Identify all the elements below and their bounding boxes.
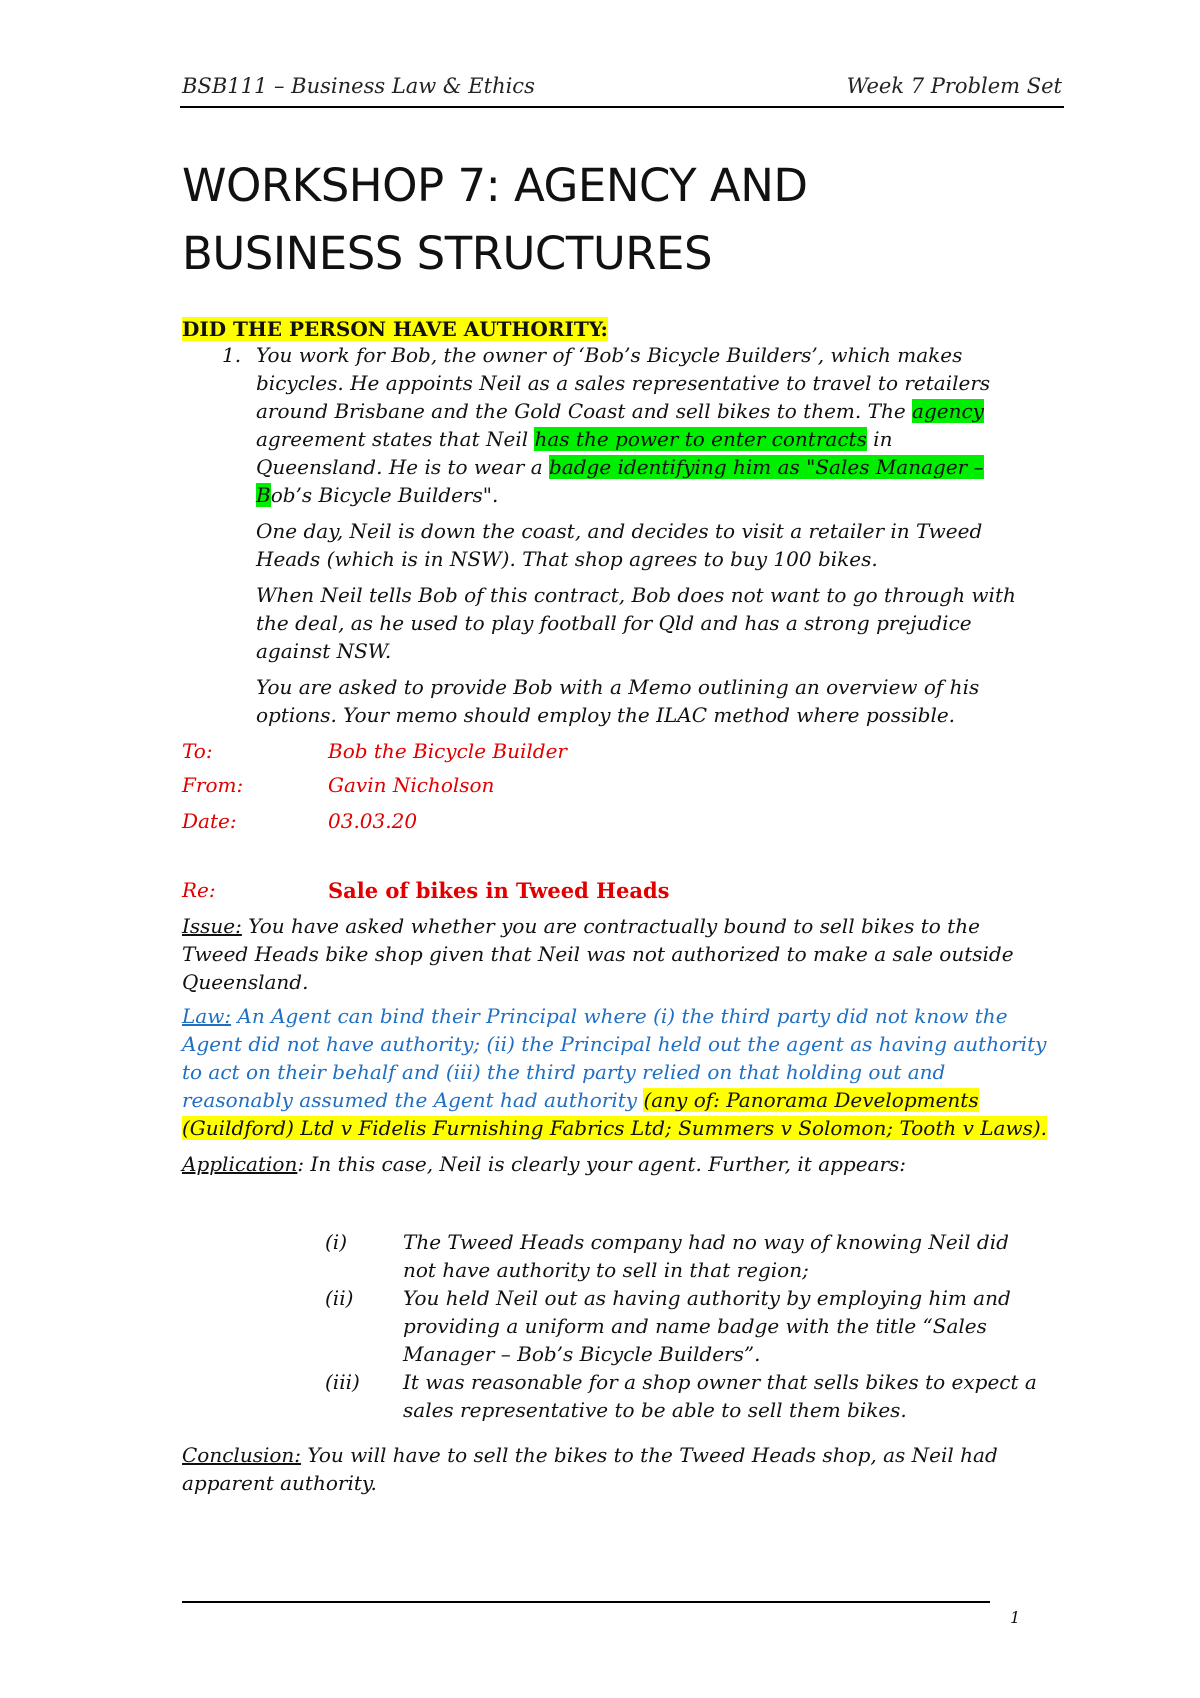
footer-divider <box>182 1601 990 1603</box>
law-cases: (any of: Panorama Developments (Guildford) Ltd v Fidelis Furnishing Fabrics Ltd; Summers v Solomon; Tooth v Laws). <box>182 1088 1047 1140</box>
memo-to-value: Bob the Bicycle Builder <box>328 739 567 763</box>
section-heading-text: DID THE PERSON HAVE AUTHORITY: <box>182 317 608 341</box>
header-course: BSB111 – Business Law & Ethics <box>182 74 535 98</box>
law-label: Law: <box>182 1004 232 1028</box>
application-item <box>325 1228 1045 1284</box>
application-label: Application <box>182 1152 298 1176</box>
q1-highlight-power: has the power to enter contracts <box>534 427 867 451</box>
conclusion-paragraph <box>182 1441 1052 1497</box>
application-item-number: (iii) <box>325 1370 360 1394</box>
q1-text-a: You work for Bob, the owner of ‘Bob’s Bicycle Builders’, which makes bicycles. He appoints Neil as a sales representative to travel to retailers around Brisbane and the Gold Coast and sell bikes to them. The <box>256 343 991 423</box>
header-week: Week 7 Problem Set <box>846 74 1062 98</box>
application-paragraph <box>182 1150 1052 1178</box>
memo-date <box>182 809 882 833</box>
q1-highlight-badge: badge identifying him as "Sales Manager – B <box>256 455 984 507</box>
application-item-number: (ii) <box>325 1286 354 1310</box>
memo-date-label: Date: <box>182 809 237 833</box>
q1-text-d: ob’s Bicycle Builders". <box>270 483 499 507</box>
title-line-2: BUSINESS STRUCTURES <box>182 227 713 280</box>
memo-date-value: 03.03.20 <box>328 809 418 833</box>
memo-to-label: To: <box>182 739 213 763</box>
issue-paragraph <box>182 912 1052 996</box>
q1-text-b: agreement states that Neil <box>256 427 535 451</box>
application-item <box>325 1284 1045 1368</box>
law-paragraph <box>182 1002 1052 1142</box>
question-1 <box>222 341 1022 737</box>
question-number: 1. <box>222 343 242 367</box>
application-item-text: The Tweed Heads company had no way of knowing Neil did not have authority to sell in that region; <box>403 1230 1009 1282</box>
q1-text-c: in Queensland. He is to wear a <box>256 427 893 479</box>
memo-re-value: Sale of bikes in Tweed Heads <box>328 878 670 903</box>
q1-highlight-agency: agency <box>912 399 984 423</box>
application-intro: : In this case, Neil is clearly your agent. Further, it appears: <box>297 1152 907 1176</box>
conclusion-block <box>182 1441 1052 1503</box>
memo-to <box>182 739 882 763</box>
application-item-text: You held Neil out as having authority by employing him and providing a uniform and name badge with the title “Sales Manager – Bob’s Bicycle Builders”. <box>403 1286 1011 1366</box>
application-item <box>325 1368 1045 1424</box>
memo-re-label: Re: <box>182 878 216 902</box>
page-number: 1 <box>1010 1608 1021 1627</box>
page-header <box>182 74 1062 98</box>
title-line-1: WORKSHOP 7: AGENCY AND <box>182 159 808 212</box>
application-list <box>325 1228 1045 1424</box>
header-divider <box>180 106 1064 108</box>
conclusion-text: You will have to sell the bikes to the Tweed Heads shop, as Neil had apparent authority. <box>182 1443 998 1495</box>
question-paragraph-1 <box>256 341 1022 509</box>
memo-body <box>182 912 1052 1184</box>
application-item-number: (i) <box>325 1230 348 1254</box>
application-item-text: It was reasonable for a shop owner that sells bikes to expect a sales representative to be able to sell them bikes. <box>403 1370 1037 1422</box>
section-heading <box>182 317 608 341</box>
memo-from <box>182 773 882 797</box>
question-body <box>256 341 1022 729</box>
memo-from-label: From: <box>182 773 244 797</box>
law-text: An Agent can bind their Principal where (i) the third party did not know the Agent did not have authority; (ii) the Principal held out the agent as having authority to act on their behalf and (iii) the third party relied on that holding out and reasonably assumed the Agent had authority <box>182 1004 1047 1112</box>
question-paragraph-3: When Neil tells Bob of this contract, Bob does not want to go through with the deal, as he used to play football for Qld and has a strong prejudice against NSW. <box>256 583 1016 663</box>
memo-from-value: Gavin Nicholson <box>328 773 495 797</box>
memo-re <box>182 878 882 903</box>
question-paragraph-4: You are asked to provide Bob with a Memo outlining an overview of his options. Your memo should employ the ILAC method where possible. <box>256 675 980 727</box>
question-paragraph-2: One day, Neil is down the coast, and decides to visit a retailer in Tweed Heads (which is in NSW). That shop agrees to buy 100 bikes. <box>256 519 983 571</box>
page-title <box>182 152 1062 288</box>
issue-label: Issue: <box>182 914 242 938</box>
conclusion-label: Conclusion: <box>182 1443 302 1467</box>
issue-text: You have asked whether you are contractually bound to sell bikes to the Tweed Heads bike shop given that Neil was not authorized to make a sale outside Queensland. <box>182 914 1014 994</box>
